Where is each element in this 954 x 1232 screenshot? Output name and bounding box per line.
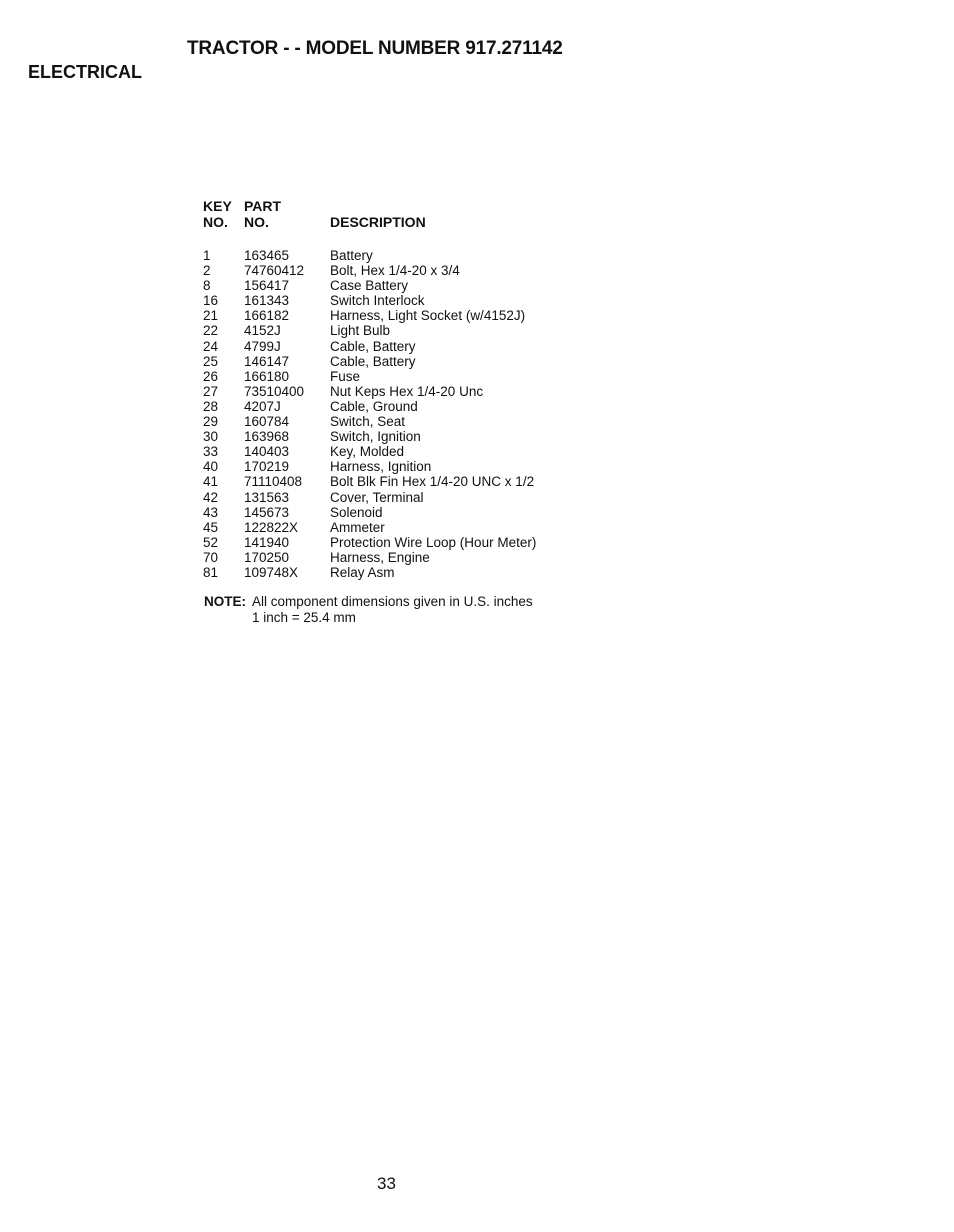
part-no-cell: 74760412 xyxy=(244,263,305,279)
part-no-cell: 4799J xyxy=(244,338,281,354)
description-cell: Solenoid xyxy=(330,504,383,520)
description-cell: Nut Keps Hex 1/4-20 Unc xyxy=(330,383,484,399)
description-cell: Ammeter xyxy=(330,519,385,535)
note-line1 xyxy=(204,594,533,610)
header-part-line2: NO. xyxy=(244,214,269,230)
description-cell: Harness, Light Socket (w/4152J) xyxy=(330,308,526,324)
key-no-cell: 2 xyxy=(203,263,211,279)
key-no-cell: 16 xyxy=(203,293,219,309)
description-cell: Cover, Terminal xyxy=(330,489,424,505)
description-cell: Harness, Ignition xyxy=(330,459,432,475)
part-no-cell: 156417 xyxy=(244,278,290,294)
key-no-cell: 21 xyxy=(203,308,219,324)
note-text-line2: 1 inch = 25.4 mm xyxy=(252,609,356,625)
header-part-line1: PART xyxy=(244,198,282,214)
part-no-cell: 170250 xyxy=(244,549,290,565)
part-no-cell: 166180 xyxy=(244,368,290,384)
key-no-cell: 1 xyxy=(203,248,211,263)
key-no-cell: 27 xyxy=(203,383,219,399)
part-no-cell: 145673 xyxy=(244,504,290,520)
part-no-cell: 122822X xyxy=(244,519,299,535)
part-no-cell: 71110408 xyxy=(244,474,303,490)
description-cell: Protection Wire Loop (Hour Meter) xyxy=(330,534,537,550)
key-no-cell: 45 xyxy=(203,519,219,535)
part-no-cell: 73510400 xyxy=(244,383,305,399)
header-key-line1: KEY xyxy=(203,198,232,214)
part-no-cell: 163465 xyxy=(244,248,290,263)
key-no-cell: 40 xyxy=(203,459,219,475)
description-cell: Relay Asm xyxy=(330,564,395,580)
key-no-cell: 29 xyxy=(203,414,219,430)
part-no-cell: 170219 xyxy=(244,459,290,475)
description-cell: Bolt Blk Fin Hex 1/4-20 UNC x 1/2 xyxy=(330,474,535,490)
key-no-cell: 33 xyxy=(203,444,219,460)
page-title: TRACTOR - - MODEL NUMBER 917.271142 xyxy=(187,38,563,59)
description-cell: Switch, Seat xyxy=(330,414,406,430)
note xyxy=(204,594,533,625)
key-no-cell: 8 xyxy=(203,278,211,294)
note-label: NOTE: xyxy=(204,594,246,609)
key-no-cell: 24 xyxy=(203,338,219,354)
description-cell: Cable, Battery xyxy=(330,338,416,354)
description-cell: Battery xyxy=(330,248,373,263)
part-no-cell: 146147 xyxy=(244,353,290,369)
key-no-cell: 25 xyxy=(203,353,219,369)
part-no-cell: 4152J xyxy=(244,323,281,339)
key-no-cell: 22 xyxy=(203,323,219,339)
header-description: DESCRIPTION xyxy=(330,214,426,230)
key-no-cell: 28 xyxy=(203,398,219,414)
page-number: 33 xyxy=(377,1174,396,1193)
key-no-cell: 81 xyxy=(203,564,219,580)
key-no-cell: 42 xyxy=(203,489,219,505)
description-cell: Cable, Ground xyxy=(330,398,418,414)
key-no-cell: 52 xyxy=(203,534,219,550)
description-cell: Harness, Engine xyxy=(330,549,430,565)
key-no-cell: 30 xyxy=(203,429,219,445)
note-text-line1: All component dimensions given in U.S. inches xyxy=(252,594,533,609)
section-heading: ELECTRICAL xyxy=(28,62,142,82)
part-no-cell: 160784 xyxy=(244,414,290,430)
description-cell: Switch Interlock xyxy=(330,293,425,309)
description-cell: Case Battery xyxy=(330,278,409,294)
header-key-line2: NO. xyxy=(203,214,228,230)
key-no-cell: 70 xyxy=(203,549,219,565)
key-no-cell: 43 xyxy=(203,504,219,520)
part-no-cell: 163968 xyxy=(244,429,290,445)
part-no-cell: 109748X xyxy=(244,564,299,580)
part-no-cell: 166182 xyxy=(244,308,290,324)
description-cell: Fuse xyxy=(330,368,361,384)
description-cell: Key, Molded xyxy=(330,444,405,460)
part-no-cell: 131563 xyxy=(244,489,290,505)
part-no-cell: 4207J xyxy=(244,398,281,414)
description-cell: Bolt, Hex 1/4-20 x 3/4 xyxy=(330,263,460,279)
description-cell: Light Bulb xyxy=(330,323,391,339)
part-no-cell: 141940 xyxy=(244,534,290,550)
description-cell: Switch, Ignition xyxy=(330,429,421,445)
key-no-cell: 26 xyxy=(203,368,219,384)
key-no-cell: 41 xyxy=(203,474,219,490)
part-no-cell: 161343 xyxy=(244,293,290,309)
part-no-cell: 140403 xyxy=(244,444,290,460)
description-cell: Cable, Battery xyxy=(330,353,416,369)
